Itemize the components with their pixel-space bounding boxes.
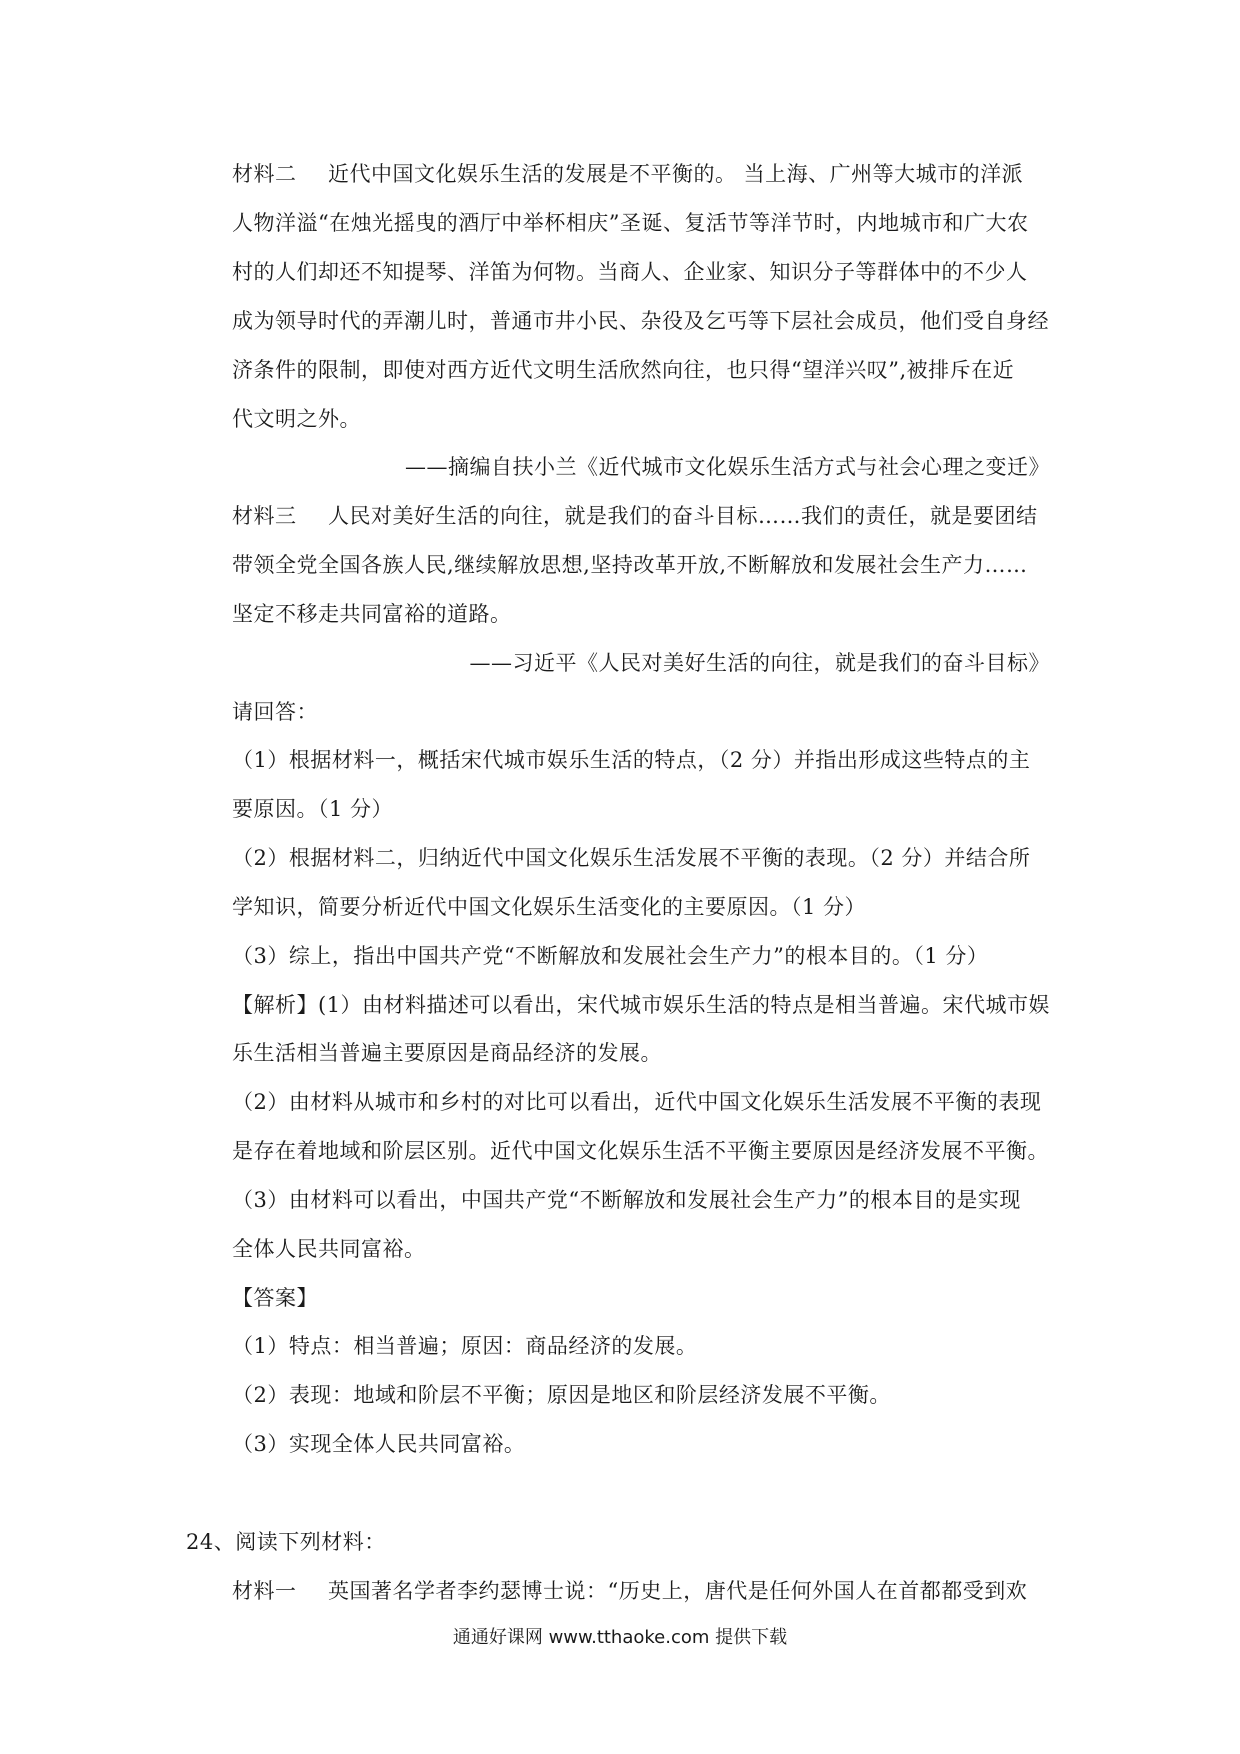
answer-2: （2）表现：地域和阶层不平衡；原因是地区和阶层经济发展不平衡。 [232,1383,891,1407]
analysis-1-line-2: 乐生活相当普遍主要原因是商品经济的发展。 [232,1041,662,1065]
answer-1: （1）特点：相当普遍；原因：商品经济的发展。 [232,1334,698,1358]
material-two-line-4: 成为领导时代的弄潮儿时，普通市井小民、杂役及乞丐等下层社会成员，他们受自身经 [232,309,1049,333]
question-24-material-label: 材料一 [232,1579,297,1603]
material-two-line-2: 人物洋溢“在烛光摇曳的酒厅中举杯相庆”圣诞、复活节等洋节时，内地城市和广大农 [232,211,1029,235]
question-1-line-1: （1）根据材料一，概括宋代城市娱乐生活的特点，（2 分）并指出形成这些特点的主 [232,748,1031,772]
material-three-line-1: 材料三 人民对美好生活的向往，就是我们的奋斗目标……我们的责任，就是要团结 [232,501,1052,531]
material-two-label: 材料二 [232,162,297,186]
question-1-line-2: 要原因。（1 分） [232,797,394,821]
analysis-3-line-2: 全体人民共同富裕。 [232,1237,426,1261]
material-two-line-1: 材料二 近代中国文化娱乐生活的发展是不平衡的。 当上海、广州等大城市的洋派 [232,159,1052,189]
material-two-line-5: 济条件的限制，即使对西方近代文明生活欣然向往，也只得“望洋兴叹”,被排斥在近 [232,358,1015,382]
material-three-line-3: 坚定不移走共同富裕的道路。 [232,602,512,626]
material-three-line-2: 带领全党全国各族人民,继续解放思想,坚持改革开放,不断解放和发展社会生产力…… [232,553,1028,577]
page-footer: 通通好课网 www.tthaoke.com 提供下载 [452,1627,788,1648]
analysis-3-line-1: （3）由材料可以看出，中国共产党“不断解放和发展社会生产力”的根本目的是实现 [232,1188,1021,1212]
question-3: （3）综上，指出中国共产党“不断解放和发展社会生产力”的根本目的。（1 分） [232,944,989,968]
material-two-line-3: 村的人们却还不知提琴、洋笛为何物。当商人、企业家、知识分子等群体中的不少人 [232,260,1028,284]
question-24-title: 24、阅读下列材料： [186,1530,386,1554]
questions-intro: 请回答： [232,700,318,724]
analysis-1-line-1: 【解析】(1）由材料描述可以看出，宋代城市娱乐生活的特点是相当普遍。宋代城市娱 [232,993,1051,1017]
question-2-line-2: 学知识，简要分析近代中国文化娱乐生活变化的主要原因。（1 分） [232,895,867,919]
answer-title: 【答案】 [232,1286,318,1310]
analysis-2-line-1: （2）由材料从城市和乡村的对比可以看出，近代中国文化娱乐生活发展不平衡的表现 [232,1090,1042,1114]
material-two-line-6: 代文明之外。 [232,407,361,431]
material-two-source: ——摘编自扶小兰《近代城市文化娱乐生活方式与社会心理之变迁》 [405,455,1050,479]
question-24-material-one: 材料一 英国著名学者李约瑟博士说：“历史上，唐代是任何外国人在首都都受到欢 [232,1576,1052,1606]
analysis-2-line-2: 是存在着地域和阶层区别。近代中国文化娱乐生活不平衡主要原因是经济发展不平衡。 [232,1139,1049,1163]
question-2-line-1: （2）根据材料二，归纳近代中国文化娱乐生活发展不平衡的表现。（2 分）并结合所 [232,846,1031,870]
material-three-label: 材料三 [232,504,297,528]
material-three-source: ——习近平《人民对美好生活的向往，就是我们的奋斗目标》 [469,651,1050,675]
answer-3: （3）实现全体人民共同富裕。 [232,1432,526,1456]
